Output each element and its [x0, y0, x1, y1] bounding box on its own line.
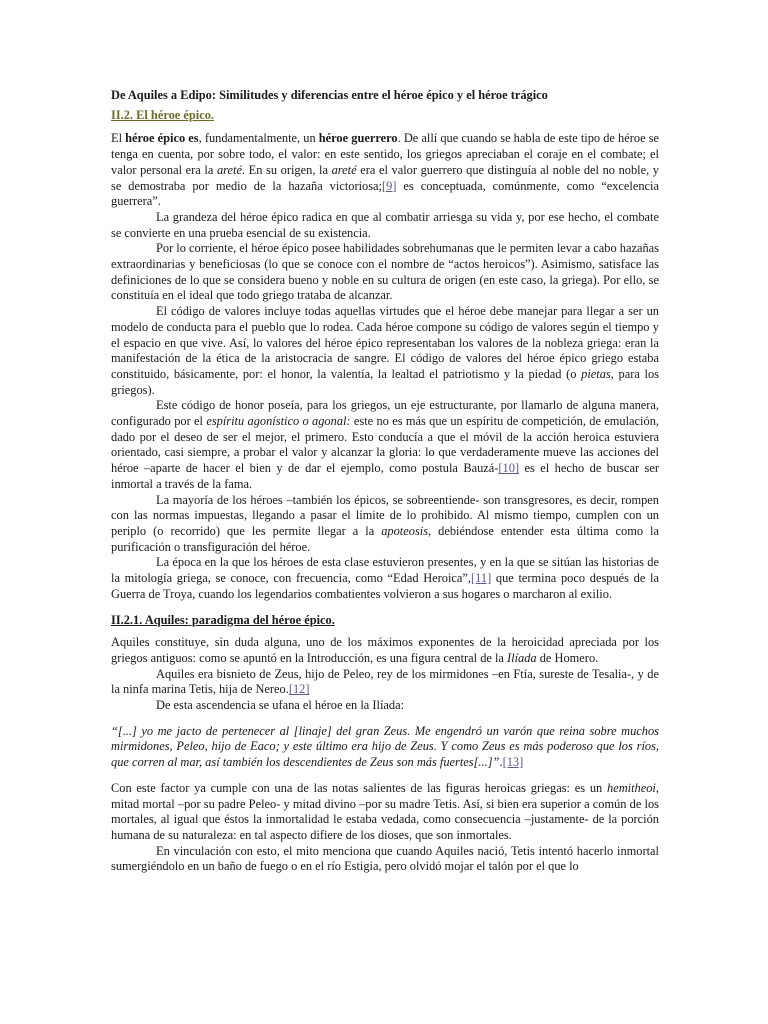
text: que termina poco después de la Guerra de Troya, cuando los legendarios combatientes volvieron a sus hogares o marcharon al exilio.: [111, 571, 659, 601]
text: es conceptuada, comúnmente, como “excelencia guerrera”.: [111, 178, 659, 209]
text: era el valor guerrero que distinguía al noble del no noble, y se demostraba por medio de la hazaña victoriosa;: [111, 162, 659, 193]
text: El: [111, 131, 126, 146]
text: La época en la que los héroes de esta clase estuvieron presentes, y en la que se sitúan las historias de la mitología griega, se conoce, con frecuencia, como “Edad Heroica”,: [111, 555, 659, 586]
text: , mitad mortal –por su padre Peleo- y mitad divino –por su madre Tetis. Así, si bien era superior a común de los mortales, al igual que éstos la inmortalidad le estaba vedada, como consecuencia –justamente- de la porción humana de su naturaleza: en tal aspecto difiere de los dioses, que son inmortales.: [111, 780, 659, 842]
text: La mayoría de los héroes –también los épicos, se sobreentiende- son transgresores, es decir, rompen con las normas impuestas, llegando a pasar el límite de lo prohibido. Al mismo tiempo, cumplen con un periplo (o recorrido) que les permite llegar a la: [111, 492, 659, 538]
italic-text: apoteosis: [381, 523, 429, 538]
text: es el hecho de buscar ser inmortal a través de la fama.: [111, 461, 659, 491]
text: . En su origen, la: [241, 162, 332, 177]
italic-text: areté: [331, 162, 357, 177]
italic-text: Ilíada: [507, 650, 537, 665]
paragraph-10: De esta ascendencia se ufana el héroe en la Ilíada:: [156, 698, 405, 713]
text: Este código de honor poseía, para los griegos, un eje estructurante, por llamarlo de alguna manera, configurado por el: [111, 398, 659, 429]
footnote-link-12[interactable]: [12]: [288, 682, 310, 697]
footnote-link-10[interactable]: [10]: [498, 461, 520, 476]
italic-text: pietas: [581, 366, 611, 381]
paragraph-8: [111, 635, 659, 666]
section-heading-heroe-epico: II.2. El héroe épico.: [111, 107, 215, 122]
text: Con este factor ya cumple con una de las notas salientes de las figuras heroicas griegas: es un: [111, 780, 608, 795]
text: . De allí que cuando se habla de este tipo de héroe se tenga en cuenta, por sobre todo, el valor: en este sentido, los griegos apreciaban el coraje en el combate; el valor personal era la: [111, 131, 660, 177]
block-quote: [111, 724, 659, 771]
text: , debiéndose entender esta última como la purificación o transfiguración del héroe.: [111, 523, 659, 554]
paragraph-6: [111, 493, 659, 556]
footnote-link-9[interactable]: [9]: [382, 178, 397, 193]
paragraph-5: [111, 398, 659, 492]
paragraph-3: Por lo corriente, el héroe épico posee habilidades sobrehumanas que le permiten levar a cabo hazañas extraordinarias y beneficiosas (lo que se conoce con el nombre de “actos heroicos”). Asimismo, satisface las definiciones de lo que se considera bueno y noble en su cultura de origen (en este caso, la griega). Por ello, se constituía en el ideal que todo griego trataba de alcanzar.: [111, 241, 659, 303]
footnote-link-13[interactable]: [13]: [502, 755, 524, 770]
paragraph-4: [111, 304, 659, 398]
quote-text: “[...] yo me jacto de pertenecer al [linaje] del gran Zeus. Me engendró un varón que reina sobre muchos mirmidones, Peleo, hijo de Eaco; y este último era hijo de Zeus. Y como Zeus es más poderoso que los ríos, que corren al mar, así también los descendientes de Zeus son más fuertes[...]”: [111, 723, 659, 770]
paragraph-11: [111, 781, 659, 844]
bold-text: héroe guerrero: [318, 131, 398, 146]
bold-text: héroe épico es: [125, 131, 199, 146]
paragraph-1: [111, 131, 659, 210]
section-title: paradigma del héroe épico.: [188, 612, 335, 627]
text: Aquiles era bisnieto de Zeus, hijo de Peleo, rey de los mirmidones –en Ftía, sureste de Tesalia-, y de la ninfa marina Tetis, hija de Nereo.: [111, 666, 659, 697]
text: de Homero.: [536, 650, 599, 665]
text: , para los griegos).: [111, 366, 659, 397]
quote-end: .: [499, 755, 503, 770]
paragraph-12: En vinculación con esto, el mito menciona que cuando Aquiles nació, Tetis intentó hacerlo inmortal sumergiéndolo en un baño de fuego o en el río Estigia, pero olvidó mojar el talón por el que lo: [111, 843, 659, 874]
section-heading-aquiles: [111, 613, 659, 629]
italic-text: espíritu agonístico o agonal:: [206, 414, 351, 429]
italic-text: areté: [216, 162, 242, 177]
text: este no es más que un espíritu de competición, de emulación, dado por el deseo de ser el mejor, el primero. Esto conducía a que el móvil de la acción heroica estuviera orientado, casi siempre, a probar el valor y alcanzar la gloria: lo que verdaderamente mueve las acciones del héroe –aparte de hacer el bien y de dar el ejemplo, como postula Bauzá-: [111, 414, 659, 476]
paragraph-2: La grandeza del héroe épico radica en que al combatir arriesga su vida y, por ese hecho, el combate se convierte en una prueba esencial de su existencia.: [111, 209, 659, 240]
text: Aquiles constituye, sin duda alguna, uno de los máximos exponentes de la heroicidad apreciada por los griegos antiguos: como se apuntó en la Introducción, es una figura central de la: [111, 635, 659, 665]
footnote-link-11[interactable]: [11]: [471, 571, 492, 586]
section-number: II.2.1. Aquiles:: [111, 612, 189, 627]
italic-text: hemitheoi: [607, 780, 656, 795]
text: , fundamentalmente, un: [198, 131, 319, 146]
text: El código de valores incluye todas aquellas virtudes que el héroe debe manejar para llegar a ser un modelo de conducta para el pueblo que lo rodea. Cada héroe compone su código de valores según el tiempo y el espacio en que vive. Así, lo valores del héroe épico representaban los valores de la nobleza griega: eran la manifestación de la ética de la aristocracia de sangre. El código de valores del héroe épico griego estaba constituido, básicamente, por: el honor, la valentía, la lealtad el patriotismo y la piedad (o: [111, 304, 659, 381]
document-title: De Aquiles a Edipo: Similitudes y diferencias entre el héroe épico y el héroe trágico: [111, 88, 548, 102]
paragraph-9: [111, 667, 659, 698]
paragraph-7: [111, 555, 659, 602]
document-body: [111, 88, 659, 875]
